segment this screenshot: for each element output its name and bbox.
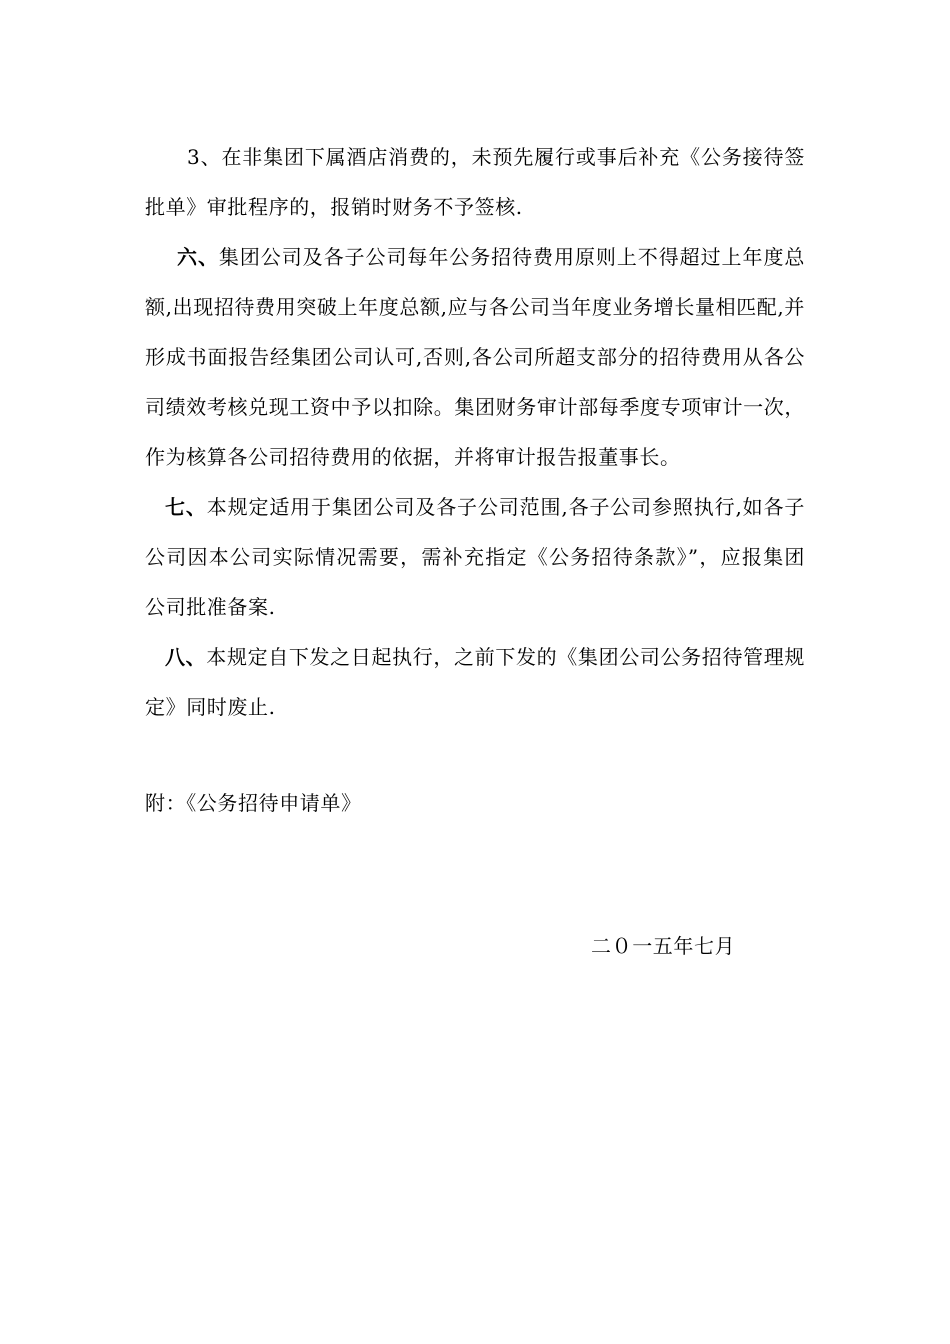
clause-7 (145, 482, 805, 632)
attachment-line: 附：《公务招待申请单》 (145, 791, 362, 815)
clause-number: 3、 (187, 145, 222, 169)
document-body (145, 132, 805, 828)
document-date: 二０一五年七月 (591, 934, 736, 958)
clause-number: 七、 (165, 495, 207, 519)
clause-text: 本规定适用于集团公司及各子公司范围,各子公司参照执行,如各子公司因本公司实际情况需要，需补充指定《公务招待条款》”，应报集团公司批准备案. (145, 495, 806, 619)
clause-text: 在非集团下属酒店消费的，未预先履行或事后补充《公务接待签批单》审批程序的，报销时财务不予签核. (145, 145, 805, 219)
clause-6 (145, 232, 805, 482)
spacer (145, 732, 805, 778)
clause-number: 六、 (177, 245, 219, 269)
clause-text: 集团公司及各子公司每年公务招待费用原则上不得超过上年度总额,出现招待费用突破上年度总额,应与各公司当年度业务增长量相匹配,并形成书面报告经集团公司认可,否则,各公司所超支部分的招待费用从各公司绩效考核兑现工资中予以扣除。集团财务审计部每季度专项审计一次，作为核算各公司招待费用的依据，并将审计报告报董事长。 (145, 245, 805, 469)
clause-number: 八、 (165, 645, 207, 669)
clause-3 (145, 132, 805, 232)
clause-text: 本规定自下发之日起执行，之前下发的《集团公司公务招待管理规定》同时废止. (145, 645, 805, 719)
clause-8 (145, 632, 805, 732)
